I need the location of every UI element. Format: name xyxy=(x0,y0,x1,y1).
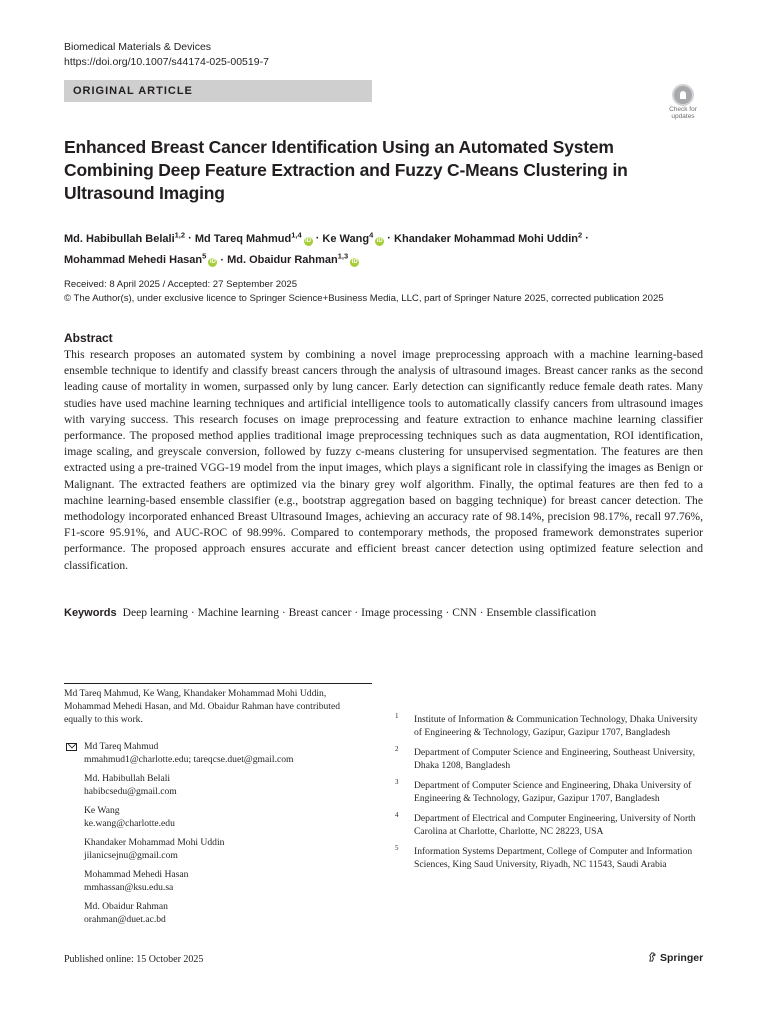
author-name: Md. Obaidur Rahman xyxy=(227,254,338,267)
springer-horse-icon xyxy=(648,952,657,962)
author-separator: · xyxy=(312,232,323,245)
affiliation-text: Information Systems Department, College of Computer and Information Sciences, King Saud University, Riyadh, NC 11543, Saudi Arabia xyxy=(414,846,693,870)
affiliation-text: Department of Electrical and Computer Engineering, University of North Carolina at Charlotte, Charlotte, NC 28223, USA xyxy=(414,813,696,837)
contact-entry xyxy=(64,868,370,894)
affiliation-text: Department of Computer Science and Engineering, Dhaka University of Engineering & Technology, Gazipur, Gazipur 1707, Bangladesh xyxy=(414,780,692,804)
affiliation-5 xyxy=(394,845,704,871)
author-1[interactable] xyxy=(64,230,186,245)
contact-entry xyxy=(64,836,370,862)
author-affiliation-marker: 4 xyxy=(369,230,374,239)
affiliation-1 xyxy=(394,713,704,739)
envelope-icon xyxy=(66,743,77,751)
contact-name: Md. Obaidur Rahman xyxy=(84,901,168,912)
affiliation-2 xyxy=(394,746,704,772)
author-2[interactable] xyxy=(194,230,313,245)
published-date: Published online: 15 October 2025 xyxy=(64,954,204,965)
contact-email[interactable]: mmhassan@ksu.edu.sa xyxy=(84,882,174,893)
contact-email[interactable]: mmahmud1@charlotte.edu; tareqcse.duet@gmail.com xyxy=(84,754,294,765)
author-name: Md. Habibullah Belali xyxy=(64,232,175,245)
author-affiliation-marker: 5 xyxy=(202,251,207,261)
author-separator: · xyxy=(384,232,395,245)
author-3[interactable] xyxy=(322,230,384,245)
author-name: Md Tareq Mahmud xyxy=(194,232,292,245)
author-separator: · xyxy=(217,254,228,267)
affiliation-4 xyxy=(394,812,704,838)
orcid-icon[interactable]: iD xyxy=(351,259,358,266)
crossmark-icon xyxy=(672,84,694,106)
check-for-updates-badge[interactable] xyxy=(664,84,702,124)
author-contacts xyxy=(64,740,370,932)
author-affiliation-marker: 1,2 xyxy=(174,230,186,239)
doi-link[interactable]: https://doi.org/10.1007/s44174-025-00519-7 xyxy=(64,56,269,68)
article-dates xyxy=(64,278,704,306)
contact-name: Md. Habibullah Belali xyxy=(84,773,171,784)
author-5[interactable] xyxy=(64,251,217,267)
author-name: Khandaker Mohammad Mohi Uddin xyxy=(394,232,578,245)
journal-name: Biomedical Materials & Devices xyxy=(64,41,212,53)
affiliation-number: 3 xyxy=(395,778,399,786)
author-affiliation-marker: 2 xyxy=(578,230,583,239)
contact-entry xyxy=(64,804,370,830)
author-affiliation-marker: 1,3 xyxy=(337,251,349,261)
author-6[interactable] xyxy=(227,251,359,267)
contact-name: Khandaker Mohammad Mohi Uddin xyxy=(84,837,225,848)
affiliation-text: Department of Computer Science and Engineering, Southeast University, Dhaka 1208, Bangladesh xyxy=(414,747,695,771)
contact-entry xyxy=(64,740,370,766)
contact-email[interactable]: jilanicsejnu@gmail.com xyxy=(84,850,178,861)
author-4[interactable] xyxy=(394,230,583,245)
springer-wordmark: Springer xyxy=(660,952,704,964)
affiliation-text: Institute of Information & Communication Technology, Dhaka University of Engineering & Technology, Gazipur, Gazipur 1707, Bangladesh xyxy=(414,714,698,738)
author-name: Mohammad Mehedi Hasan xyxy=(64,254,203,267)
crossmark-line1: Check for xyxy=(669,106,697,113)
contact-name: Md Tareq Mahmud xyxy=(84,741,159,752)
affiliation-number: 1 xyxy=(395,712,399,720)
orcid-icon[interactable]: iD xyxy=(209,259,216,266)
author-separator: · xyxy=(582,232,589,245)
affiliations xyxy=(394,713,704,878)
contact-name: Ke Wang xyxy=(84,805,120,816)
received-accepted: Received: 8 April 2025 / Accepted: 27 September 2025 xyxy=(64,279,298,290)
author-list xyxy=(64,226,684,269)
contact-email[interactable]: ke.wang@charlotte.edu xyxy=(84,818,175,829)
springer-logo[interactable] xyxy=(648,952,703,964)
keywords-text: Deep learning · Machine learning · Breast cancer · Image processing · CNN · Ensemble classification xyxy=(122,606,597,619)
orcid-icon[interactable]: iD xyxy=(376,237,383,244)
affiliation-number: 4 xyxy=(395,811,399,819)
author-name: Ke Wang xyxy=(322,232,370,245)
abstract-text: This research proposes an automated system by combining a novel image preprocessing approach with a machine learning-based ensemble technique to identify and classify breast cancers through the analysis of ultrasound images. Breast cancer ranks as the second leading cause of mortality in women, surpassed only by lung cancer. Early detection can significantly reduce female death rates. Many studies have used machine learning techniques and artificial intelligence tools to automatically classify cancers from ultrasound images with varying success. This research focuses on image preprocessing and feature extraction to enhance machine learning classifier performance. The proposed method applies traditional image preprocessing techniques such as data augmentation, ROI identification, image scaling, and greyscale conversion, followed by fuzzy c-means clustering for unsupervised segmentation. The features are then extracted using a pre-trained VGG-19 model from the input images, which plays a significant role in classifying the images as Benign or Malignant. The extracted feathers are optimized via the binary grey wolf algorithm. Finally, the optimal features are then fed to a machine learning-based ensemble classifier (e.g., bootstrap aggregation based on bagging technique) for breast cancer detection. The methodology incorporated enhanced Breast Ultrasound Images, achieving an accuracy rate of 98.14%, precision 98.17%, recall 97.76%, F1-score 95.91%, and AUC-ROC of 98.99%. Compared to contemporary methods, the proposed framework demonstrates superior performance. The proposed approach ensures accurate and efficient breast cancer detection using optimized feature selection and classification. xyxy=(64,348,703,572)
affiliation-number: 5 xyxy=(395,844,399,852)
footnote-divider xyxy=(64,683,372,684)
contact-email[interactable]: orahman@duet.ac.bd xyxy=(84,914,166,925)
article-type-band: ORIGINAL ARTICLE xyxy=(64,80,372,102)
contact-entry xyxy=(64,772,370,798)
crossmark-line2: updates xyxy=(671,113,695,120)
article-title: Enhanced Breast Cancer Identification Using an Automated System Combining Deep Feature Extraction and Fuzzy C-Means Clustering in Ultrasound Imaging xyxy=(64,137,628,203)
contribution-note: Md Tareq Mahmud, Ke Wang, Khandaker Mohammad Mohi Uddin, Mohammad Mehedi Hasan, and Md. Obaidur Rahman have contributed equally to this work. xyxy=(64,688,341,725)
contact-name: Mohammad Mehedi Hasan xyxy=(84,869,189,880)
copyright-line: © The Author(s), under exclusive licence to Springer Science+Business Media, LLC, part of Springer Nature 2025, corrected publication 2025 xyxy=(64,293,664,304)
keywords xyxy=(64,605,704,621)
author-separator: · xyxy=(185,232,195,245)
contact-entry xyxy=(64,900,370,926)
contact-email[interactable]: habibcsedu@gmail.com xyxy=(84,786,177,797)
affiliation-3 xyxy=(394,779,704,805)
orcid-icon[interactable]: iD xyxy=(305,237,312,244)
affiliation-number: 2 xyxy=(395,745,399,753)
journal-header xyxy=(64,40,269,70)
author-affiliation-marker: 1,4 xyxy=(291,230,302,239)
keywords-label: Keywords xyxy=(64,607,117,619)
abstract-heading: Abstract xyxy=(64,331,113,345)
